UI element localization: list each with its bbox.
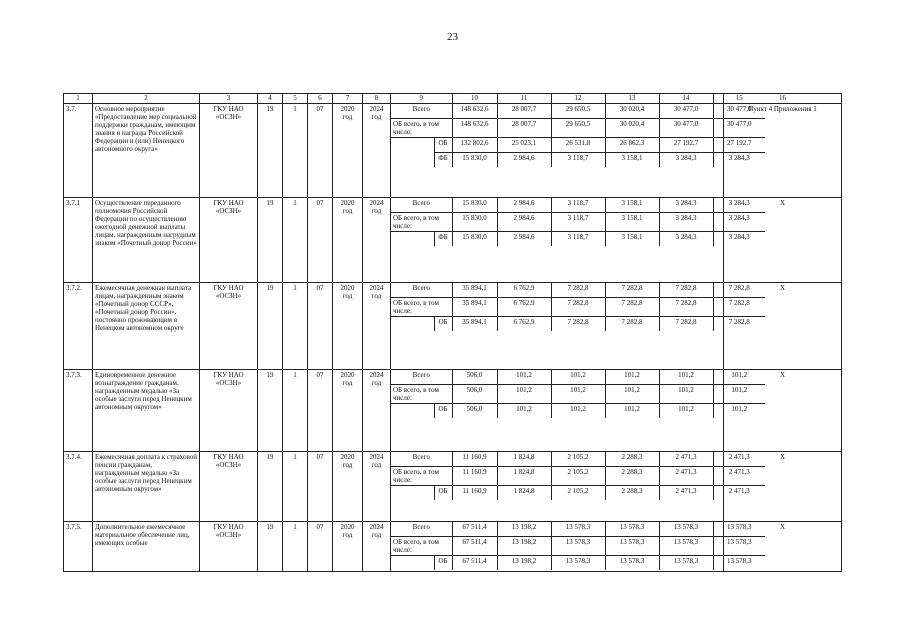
finance-value: 6 762,9	[497, 283, 551, 298]
finance-label: ОБ всего, в том числе:	[391, 385, 452, 404]
finance-line	[391, 556, 765, 571]
end-year: 2024 год	[363, 283, 391, 370]
table-row	[64, 522, 842, 572]
finance-label: ОБ всего, в том числе:	[391, 213, 452, 232]
finance-value: 6 762,9	[497, 317, 551, 332]
finance-value: 7 282,8	[728, 318, 750, 326]
finance-value: 3 284,3	[659, 232, 713, 247]
finance-line	[391, 404, 765, 419]
executor: ГКУ НАО «ОСЗН»	[200, 198, 258, 283]
measure-name: Ежемесячная доплата к страховой пенсии гражданам, награжденным медалью «За особые заслуги перед Ненецким автономным округом»	[93, 452, 200, 522]
finance-line	[391, 467, 765, 486]
finance-value: 506,0	[452, 404, 497, 419]
measure-name: Дополнительное ежемесячное материальное обеспечение лиц, имеющих особые	[93, 522, 200, 572]
finance-value: 3 118,7	[551, 213, 605, 232]
finance-label: Всего	[391, 283, 452, 298]
finance-value: 26 862,3	[605, 138, 659, 153]
finance-value: 1 824,8	[497, 486, 551, 501]
finance-line	[391, 537, 765, 556]
finance-value: 101,2	[497, 385, 551, 404]
finance-line	[391, 298, 765, 317]
finance-value: 7 282,8	[605, 298, 659, 317]
finance-value: 7 282,8	[551, 298, 605, 317]
row-number: 3.7.1	[64, 198, 93, 283]
note-cell: Х	[724, 198, 842, 283]
row-number: 3.7.3.	[64, 370, 93, 452]
code-cell: 1	[283, 283, 308, 370]
finance-value: 7 282,8	[551, 317, 605, 332]
finance-value: 2 471,3	[659, 452, 713, 467]
table-row	[64, 370, 842, 452]
finance-line	[391, 522, 765, 537]
finance-value: 13 198,2	[497, 556, 551, 571]
finance-value: 1 824,8	[497, 467, 551, 486]
header-cell: 4	[258, 94, 283, 104]
table-row	[64, 104, 842, 198]
finance-value: 101,2	[713, 370, 765, 385]
code-cell: 19	[258, 283, 283, 370]
finance-label: ОБ всего, в том числе:	[391, 119, 452, 138]
finance-value: 3 158,1	[605, 198, 659, 213]
finance-value: 101,2	[731, 405, 748, 413]
finance-value: 13 198,2	[497, 537, 551, 556]
finance-value: 29 650,5	[551, 104, 605, 119]
program-table	[63, 93, 842, 572]
finance-source: ОБ	[434, 486, 452, 501]
finance-value: 25 023,1	[497, 138, 551, 153]
page-number: 23	[447, 31, 458, 43]
finance-label: Всего	[391, 104, 452, 119]
finance-value: 3 284,3	[728, 154, 750, 162]
finance-value: 7 282,8	[659, 317, 713, 332]
finance-value: 3 284,3	[659, 153, 713, 168]
finance-value: 101,2	[659, 385, 713, 404]
code-cell: 07	[308, 370, 333, 452]
finance-value: 101,2	[605, 385, 659, 404]
finance-value: 2 288,3	[605, 452, 659, 467]
executor: ГКУ НАО «ОСЗН»	[200, 104, 258, 198]
finance-label: Всего	[391, 198, 452, 213]
finance-value: 67 511,4	[452, 522, 497, 537]
finance-value: 7 282,8	[659, 298, 713, 317]
finance-block	[391, 370, 748, 452]
header-cell: 9	[391, 94, 452, 103]
finance-value: 3 158,1	[605, 232, 659, 247]
finance-value: 2 471,3	[728, 487, 750, 495]
finance-value: 30 020,4	[605, 119, 659, 138]
finance-value: 30 477,0	[659, 119, 713, 138]
end-year: 2024 год	[363, 104, 391, 198]
executor: ГКУ НАО «ОСЗН»	[200, 522, 258, 572]
finance-line	[391, 232, 765, 247]
header-cell: 6	[308, 94, 333, 104]
code-cell: 1	[283, 104, 308, 198]
finance-value: 3 118,7	[551, 198, 605, 213]
finance-indent	[391, 556, 434, 571]
finance-value: 2 984,6	[497, 153, 551, 168]
finance-indent	[391, 138, 434, 153]
executor: ГКУ НАО «ОСЗН»	[200, 370, 258, 452]
finance-value: 67 511,4	[452, 537, 497, 556]
finance-value: 3 158,1	[605, 213, 659, 232]
finance-value: 30 477,0	[659, 104, 713, 119]
finance-value: 7 282,8	[659, 283, 713, 298]
header-cell: 3	[200, 94, 258, 104]
finance-value: 101,2	[713, 385, 765, 404]
finance-line	[391, 283, 765, 298]
header-cell: 14	[659, 94, 713, 103]
code-cell: 19	[258, 370, 283, 452]
finance-value: 2 984,6	[497, 198, 551, 213]
finance-value: 7 282,8	[605, 317, 659, 332]
finance-value: 2 471,3	[713, 452, 765, 467]
finance-value: 27 192,7	[659, 138, 713, 153]
finance-source: ОБ	[434, 556, 452, 571]
finance-value: 30 020,4	[605, 104, 659, 119]
finance-value: 35 894,1	[452, 298, 497, 317]
finance-indent	[391, 317, 434, 332]
header-cell: 2	[93, 94, 200, 104]
finance-indent	[391, 232, 434, 247]
finance-line	[391, 486, 765, 501]
table-row	[64, 198, 842, 283]
header-cell: 10	[452, 94, 497, 103]
finance-label: ОБ всего, в том числе:	[391, 298, 452, 317]
code-cell: 07	[308, 104, 333, 198]
finance-value: 2 984,6	[497, 213, 551, 232]
finance-value: 11 160,9	[452, 486, 497, 501]
finance-value: 101,2	[551, 404, 605, 419]
end-year: 2024 год	[363, 370, 391, 452]
code-cell: 07	[308, 452, 333, 522]
header-cell: 5	[283, 94, 308, 104]
measure-name: Основное мероприятие «Предоставление мер социальной поддержки гражданам, имеющим звания и награды Российской Федерации и (или) Ненецкого автономного округа»	[93, 104, 200, 198]
finance-value: 101,2	[497, 404, 551, 419]
note-cell: Х	[724, 452, 842, 522]
end-year: 2024 год	[363, 452, 391, 522]
finance-label: Всего	[391, 522, 452, 537]
code-cell: 07	[308, 522, 333, 572]
code-cell: 1	[283, 452, 308, 522]
finance-line	[391, 317, 765, 332]
finance-line	[391, 452, 765, 467]
finance-indent	[391, 153, 434, 168]
finance-value: 101,2	[497, 370, 551, 385]
measure-name: Осуществление переданного полномочия Российской Федерации по осуществлению ежегодной денежной выплаты лицам, награжденным нагрудным знаком «Почетный донор России»	[93, 198, 200, 283]
finance-value: 13 578,3	[605, 556, 659, 571]
finance-value: 2 984,6	[497, 232, 551, 247]
finance-line	[391, 370, 765, 385]
finance-source: ФБ	[434, 232, 452, 247]
finance-source: ОБ	[434, 138, 452, 153]
finance-value: 3 284,3	[659, 198, 713, 213]
measure-name: Единовременное денежное вознаграждение гражданам, награжденным медалью «За особые заслуги перед Ненецким автономным округом»	[93, 370, 200, 452]
finance-line	[391, 153, 765, 168]
table-row	[64, 283, 842, 370]
header-cell: 7	[333, 94, 363, 104]
finance-block	[391, 283, 750, 370]
start-year: 2020 год	[333, 522, 363, 572]
finance-value: 7 282,8	[713, 298, 765, 317]
finance-value: 13 578,3	[659, 522, 713, 537]
finance-value: 148 632,6	[452, 104, 497, 119]
end-year: 2024 год	[363, 522, 391, 572]
finance-value: 3 284,3	[659, 213, 713, 232]
note-cell: Х	[724, 522, 842, 572]
finance-value: 13 578,3	[659, 556, 713, 571]
finance-value: 13 578,3	[713, 537, 765, 556]
start-year: 2020 год	[333, 198, 363, 283]
finance-value: 2 471,3	[659, 486, 713, 501]
finance-value: 28 007,7	[497, 104, 551, 119]
finance-value: 13 578,3	[551, 556, 605, 571]
finance-value: 29 650,5	[551, 119, 605, 138]
finance-line	[391, 198, 765, 213]
note-cell: Х	[724, 283, 842, 370]
code-cell: 19	[258, 522, 283, 572]
finance-value: 11 160,9	[452, 452, 497, 467]
finance-value: 30 477,0	[713, 119, 765, 138]
code-cell: 19	[258, 452, 283, 522]
measure-name: Ежемесячная денежная выплата лицам, награжденным знаком «Почетный донор СССР», «Почетный донор России», постоянно проживающим в Ненецком автономном округе	[93, 283, 200, 370]
finance-value: 13 578,3	[551, 537, 605, 556]
finance-value: 11 160,9	[452, 467, 497, 486]
finance-value: 1 824,8	[497, 452, 551, 467]
header-cell: 12	[551, 94, 605, 103]
note-cell: Пункт 4 Приложения 1	[724, 104, 842, 198]
executor: ГКУ НАО «ОСЗН»	[200, 452, 258, 522]
finance-value: 101,2	[605, 404, 659, 419]
finance-label: ОБ всего, в том числе:	[391, 537, 452, 556]
code-cell: 19	[258, 104, 283, 198]
finance-block	[391, 452, 750, 522]
finance-value: 3 118,7	[551, 153, 605, 168]
finance-value: 101,2	[659, 404, 713, 419]
finance-value: 15 830,0	[452, 198, 497, 213]
finance-value: 13 578,3	[713, 522, 765, 537]
finance-value: 35 894,1	[452, 283, 497, 298]
finance-value: 28 007,7	[497, 119, 551, 138]
code-cell: 19	[258, 198, 283, 283]
finance-block	[391, 104, 752, 198]
finance-value: 506,0	[452, 370, 497, 385]
code-cell: 07	[308, 283, 333, 370]
finance-line	[391, 385, 765, 404]
finance-block	[391, 198, 750, 283]
finance-value: 506,0	[452, 385, 497, 404]
finance-value: 13 578,3	[659, 537, 713, 556]
finance-value: 7 282,8	[551, 283, 605, 298]
finance-value: 2 288,3	[605, 486, 659, 501]
executor: ГКУ НАО «ОСЗН»	[200, 283, 258, 370]
header-cell: 8	[363, 94, 391, 104]
finance-value: 6 762,9	[497, 298, 551, 317]
finance-value: 101,2	[551, 385, 605, 404]
finance-value: 7 282,8	[713, 283, 765, 298]
row-number: 3.7.2.	[64, 283, 93, 370]
header-sub	[391, 94, 743, 104]
finance-indent	[391, 486, 434, 501]
finance-value: 15 830,0	[452, 153, 497, 168]
start-year: 2020 год	[333, 452, 363, 522]
finance-value: 13 578,3	[727, 557, 752, 565]
finance-value: 101,2	[659, 370, 713, 385]
header-cell: 1	[64, 94, 93, 104]
finance-value: 2 105,2	[551, 467, 605, 486]
header-cell: 13	[605, 94, 659, 103]
finance-label: Всего	[391, 452, 452, 467]
row-number: 3.7.5.	[64, 522, 93, 572]
finance-value: 15 830,0	[452, 232, 497, 247]
header-cell: 15	[735, 94, 743, 102]
finance-value: 2 105,2	[551, 452, 605, 467]
finance-block	[391, 522, 752, 572]
finance-value: 2 105,2	[551, 486, 605, 501]
finance-value: 2 288,3	[605, 467, 659, 486]
finance-value: 13 578,3	[551, 522, 605, 537]
finance-line	[391, 119, 765, 138]
finance-value: 2 471,3	[713, 467, 765, 486]
code-cell: 1	[283, 370, 308, 452]
code-cell: 1	[283, 522, 308, 572]
finance-value: 2 471,3	[659, 467, 713, 486]
code-cell: 1	[283, 198, 308, 283]
note-cell: Х	[724, 370, 842, 452]
finance-value: 101,2	[605, 370, 659, 385]
finance-value: 15 830,0	[452, 213, 497, 232]
finance-value: 101,2	[551, 370, 605, 385]
finance-value: 148 632,6	[452, 119, 497, 138]
finance-line	[391, 213, 765, 232]
finance-value: 3 118,7	[551, 232, 605, 247]
finance-value: 3 284,3	[728, 233, 750, 241]
finance-indent	[391, 404, 434, 419]
finance-line	[391, 104, 765, 119]
finance-value: 13 578,3	[605, 537, 659, 556]
finance-value: 132 802,6	[452, 138, 497, 153]
finance-value: 35 894,1	[452, 317, 497, 332]
finance-value: 13 578,3	[605, 522, 659, 537]
finance-source: ФБ	[434, 153, 452, 168]
finance-source: ОБ	[434, 317, 452, 332]
finance-label: ОБ всего, в том числе:	[391, 467, 452, 486]
header-row	[64, 94, 842, 104]
start-year: 2020 год	[333, 104, 363, 198]
finance-value: 7 282,8	[605, 283, 659, 298]
end-year: 2024 год	[363, 198, 391, 283]
finance-value: 13 198,2	[497, 522, 551, 537]
finance-label: Всего	[391, 370, 452, 385]
table-row	[64, 452, 842, 522]
finance-value: 67 511,4	[452, 556, 497, 571]
finance-value: 3 158,1	[605, 153, 659, 168]
finance-value: 30 477,0	[713, 104, 765, 119]
finance-value: 3 284,3	[713, 198, 765, 213]
row-number: 3.7.4.	[64, 452, 93, 522]
row-number: 3.7.	[64, 104, 93, 198]
start-year: 2020 год	[333, 283, 363, 370]
finance-value: 3 284,3	[713, 213, 765, 232]
finance-line	[391, 138, 765, 153]
finance-value: 26 531,8	[551, 138, 605, 153]
header-cell: 16	[724, 94, 842, 104]
header-cell: 11	[497, 94, 551, 103]
code-cell: 07	[308, 198, 333, 283]
finance-source: ОБ	[434, 404, 452, 419]
finance-value: 27 192,7	[713, 138, 765, 153]
start-year: 2020 год	[333, 370, 363, 452]
